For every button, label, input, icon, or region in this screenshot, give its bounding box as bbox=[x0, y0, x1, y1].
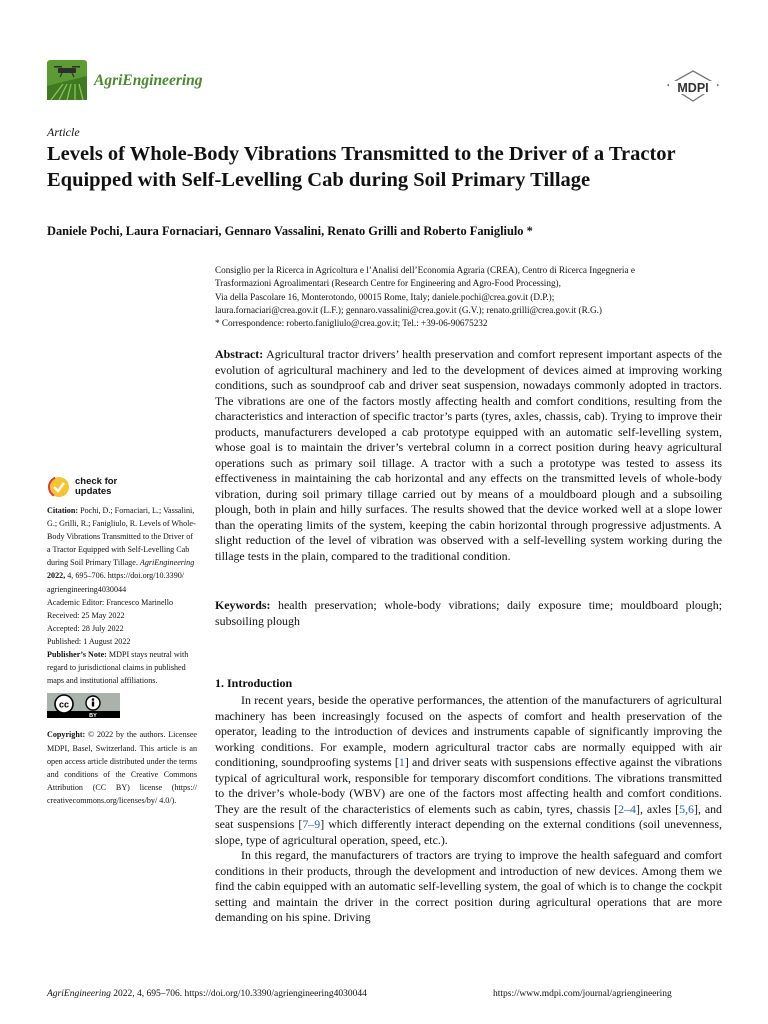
reference-link[interactable]: 5,6 bbox=[679, 801, 694, 816]
copyright bbox=[47, 728, 197, 807]
footer-journal-url[interactable]: https://www.mdpi.com/journal/agriengineering bbox=[493, 989, 672, 999]
publisher-note-text: MDPI stays neutral with regard to jurisdictional claims in published maps and institutional affiliations. bbox=[47, 650, 189, 686]
reference-link[interactable]: 1 bbox=[398, 755, 405, 769]
article-type: Article bbox=[47, 125, 80, 139]
copyright-text: © 2022 by the authors. Licensee MDPI, Basel, Switzerland. This article is an open access article distributed under the terms and conditions of the Creative Commons Attribution (CC BY) license (https:// creativecommons.org/licenses/by/ 4.0/). bbox=[47, 730, 197, 805]
intro-text: ], and seat suspensions [ bbox=[215, 801, 722, 831]
article-info-sidebar bbox=[47, 474, 197, 807]
keywords-text: health preservation; whole-body vibrations; daily exposure time; mouldboard plough; subsoiling plough bbox=[215, 598, 723, 628]
citation-label: Citation: bbox=[47, 506, 79, 515]
intro-text: ] and driver seats with suspensions effective against the vibrations typical of agricultural work, responsible for temporary discomfort conditions. The vibrations transmitted to the driver’s whole-body (WBV) are one of the factors most affecting health and comfort conditions. They are the result of the characteristics of elements such as cabin, tyres, chassis [ bbox=[215, 755, 722, 816]
check-updates-line2: updates bbox=[75, 486, 112, 497]
intro-text: ], axles [ bbox=[636, 801, 680, 816]
intro-paragraph-2: In this regard, the manufacturers of tractors are trying to improve the health safeguard and comfort conditions in their products, through the development and introduction of new devices. Among them we find the cabin equipped with an automatic self-levelling system, the goal of which is to change the cockpit setting and maintain the driver in the correct position during agricultural operations that are more demanding on his spine. Driving bbox=[215, 848, 722, 924]
publisher-note bbox=[47, 648, 197, 687]
svg-text:MDPI: MDPI bbox=[677, 81, 709, 95]
author-list: Daniele Pochi, Laura Fornaciari, Gennaro Vassalini, Renato Grilli and Roberto Fanigliulo * bbox=[47, 224, 533, 238]
citation-journal: AgriEngineering bbox=[139, 558, 195, 568]
journal-name: AgriEngineering bbox=[94, 72, 203, 89]
introduction-body bbox=[215, 693, 722, 926]
check-updates-line1: check for bbox=[75, 476, 118, 487]
copyright-label: Copyright: bbox=[47, 730, 86, 740]
footer-journal: AgriEngineering bbox=[47, 989, 111, 999]
citation-text: Pochi, D.; Fornaciari, L.; Vassalini, G.; Grilli, R.; Fanigliulo, R. Levels of Whole-Body Vibrations Transmitted to the Driver of a Tractor Equipped with Self-Levelling Cab during Soil Primary Tillage. bbox=[47, 506, 196, 568]
mdpi-logo-icon bbox=[666, 70, 720, 102]
affiliation-line: laura.fornaciari@crea.gov.it (L.F.); gennaro.vassalini@crea.gov.it (G.V.); renato.grilli@crea.gov.it (R.G.) bbox=[215, 304, 602, 315]
abstract-label: Abstract: bbox=[215, 347, 264, 361]
abstract-text: Agricultural tractor drivers’ health preservation and comfort represent important aspects of the evolution of agricultural machinery and led to the development of devices aimed at improving working conditions, such as soundproof cab and driver seat suspension, nowadays commonly adopted in tractors. The vibrations are one of the factors mostly affecting health and comfort conditions, resulting from the characteristics and interaction of specific tractor’s parts (tyres, axles, chassis, cab). Trying to improve their products, manufacturers developed a cab prototype equipped with an automatic self-levelling system, whose goal is to maintain the driver’s vertebral column in a correct position during heavy agricultural operations such as primary soil tillage. A tractor with a such a prototype was tested to assess its effectiveness in maintaining the cab horizontal and any effects on the transmitted levels of whole-body vibration, during soil primary tillage carried out by means of a mouldboard plough and a subsoiling plough, both in plain and hilly surfaces. The results showed that the device worked well at a slope lower than the operating limits of the system, keeping the cabin horizontal through progressive adjustments. A slight reduction of the level of vibration was observed with a self-levelling system working during the tillage tests in the plain, compared to the traditional condition. bbox=[215, 347, 722, 563]
keywords bbox=[215, 598, 722, 629]
svg-text:BY: BY bbox=[89, 713, 97, 719]
reference-link[interactable]: 2–4 bbox=[618, 801, 636, 816]
cc-by-license-icon[interactable] bbox=[47, 693, 120, 718]
received-date: Received: 25 May 2022 bbox=[47, 610, 125, 620]
keywords-label: Keywords: bbox=[215, 598, 271, 612]
affiliations bbox=[215, 264, 730, 330]
citation-doi-link[interactable]: https://doi.org/10.3390/ agriengineering4030044 bbox=[47, 571, 185, 594]
abstract bbox=[215, 347, 722, 564]
footer-citation bbox=[47, 989, 367, 999]
citation bbox=[47, 504, 197, 596]
check-for-updates-badge[interactable] bbox=[47, 474, 197, 500]
reference-link[interactable]: 7–9 bbox=[302, 817, 321, 831]
affiliation-line: Consiglio per la Ricerca in Agricoltura e l’Analisi dell’Economia Agraria (CREA), Centro di Ricerca Ingegneria e bbox=[215, 265, 635, 275]
intro-text: In recent years, beside the operative performances, the attention of the manufacturers of agricultural machinery has been increasingly focused on the aspects of comfort and health preservation of the operator, leading to the introduction of devices and instruments capable of significantly improving the working conditions. For example, modern agricultural tractor cabs are normally equipped with air conditioning, soundproofing systems [ bbox=[215, 693, 722, 769]
citation-pages: 4, 695–706. bbox=[67, 571, 106, 581]
intro-text: ] which differently interact depending on the external conditions (soil unevenness, slope, type of agricultural operation, speed, etc.). bbox=[215, 817, 722, 847]
accepted-date: Accepted: 28 July 2022 bbox=[47, 623, 124, 633]
affiliation-line: Trasformazioni Agroalimentari (Research Centre for Engineering and Agro-Food Processing), bbox=[215, 278, 561, 289]
publisher-note-label: Publisher’s Note: bbox=[47, 650, 107, 660]
article-title: Levels of Whole-Body Vibrations Transmitted to the Driver of a Tractor Equipped with Self-Levelling Cab during Soil Primary Tillage bbox=[47, 143, 676, 191]
affiliation-line: Via della Pascolare 16, Monterotondo, 00015 Rome, Italy; daniele.pochi@crea.gov.it (D.P.); bbox=[215, 291, 555, 302]
correspondence-line: * Correspondence: roberto.fanigliulo@crea.gov.it; Tel.: +39-06-90675232 bbox=[215, 318, 488, 329]
intro-paragraph-1 bbox=[215, 693, 722, 848]
section-heading: 1. Introduction bbox=[215, 676, 293, 690]
academic-editor: Academic Editor: Francesco Marinello bbox=[47, 597, 174, 607]
journal-logo-icon bbox=[47, 60, 87, 100]
published-date: Published: 1 August 2022 bbox=[47, 636, 131, 646]
svg-text:cc: cc bbox=[58, 699, 70, 710]
check-updates-icon bbox=[47, 475, 71, 499]
footer-citation-text[interactable]: 2022, 4, 695–706. https://doi.org/10.3390/agriengineering4030044 bbox=[113, 989, 367, 999]
citation-year-vol: 2022, bbox=[47, 571, 66, 581]
